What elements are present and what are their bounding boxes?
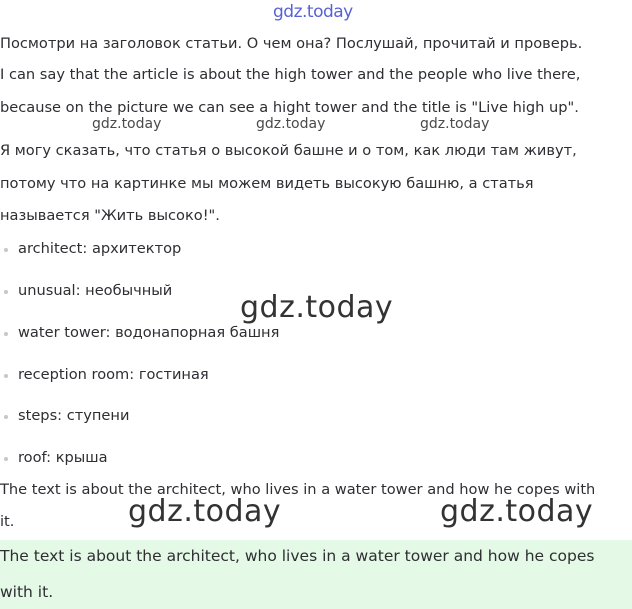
watermark-big-3: gdz.today (440, 494, 594, 529)
list-item (18, 406, 129, 426)
vocabulary-item-text: unusual: необычный (18, 282, 173, 299)
vocabulary-item-text: reception room: гостиная (18, 366, 209, 383)
bullet-icon (4, 248, 8, 252)
summary-line-1: The text is about the architect, who lives in a water tower and how he copes with (0, 481, 596, 498)
summary-line-2: it. (0, 513, 15, 530)
vocabulary-item-text: water tower: водонапорная башня (18, 324, 280, 341)
english-answer-line-1: I can say that the article is about the high tower and the people who live there, (0, 66, 581, 83)
list-item (18, 239, 181, 259)
list-item (18, 365, 209, 385)
watermark-small-3: gdz.today (420, 116, 490, 132)
watermark-small-1: gdz.today (92, 116, 162, 132)
bullet-icon (4, 290, 8, 294)
list-item (18, 323, 279, 343)
vocabulary-item-text: architect: архитектор (18, 240, 182, 257)
list-item (18, 281, 172, 301)
russian-answer-line-1: Я могу сказать, что статья о высокой башне и о том, как люди там живут, (0, 142, 577, 159)
watermark-small-2: gdz.today (256, 116, 326, 132)
highlighted-answer-box (0, 540, 632, 609)
task-title: Посмотри на заголовок статьи. О чем она? Послушай, прочитай и проверь. (0, 35, 583, 52)
russian-answer-line-3: называется "Жить высоко!". (0, 207, 220, 224)
russian-answer-line-2: потому что на картинке мы можем видеть высокую башню, а статья (0, 175, 534, 192)
list-item (18, 448, 108, 468)
english-answer-line-2: because on the picture we can see a hight tower and the title is "Live high up". (0, 99, 579, 116)
highlighted-summary-line-1: The text is about the architect, who lives in a water tower and how he copes (0, 547, 595, 565)
bullet-icon (4, 457, 8, 461)
bullet-icon (4, 415, 8, 419)
vocabulary-item-text: steps: ступени (18, 407, 130, 424)
highlighted-summary-line-2: with it. (0, 583, 54, 601)
watermark-big-1: gdz.today (240, 290, 394, 325)
bullet-icon (4, 374, 8, 378)
bullet-icon (4, 332, 8, 336)
vocabulary-item-text: roof: крыша (18, 449, 108, 466)
site-logo[interactable]: gdz.today (273, 2, 353, 22)
watermark-big-2: gdz.today (128, 494, 282, 529)
